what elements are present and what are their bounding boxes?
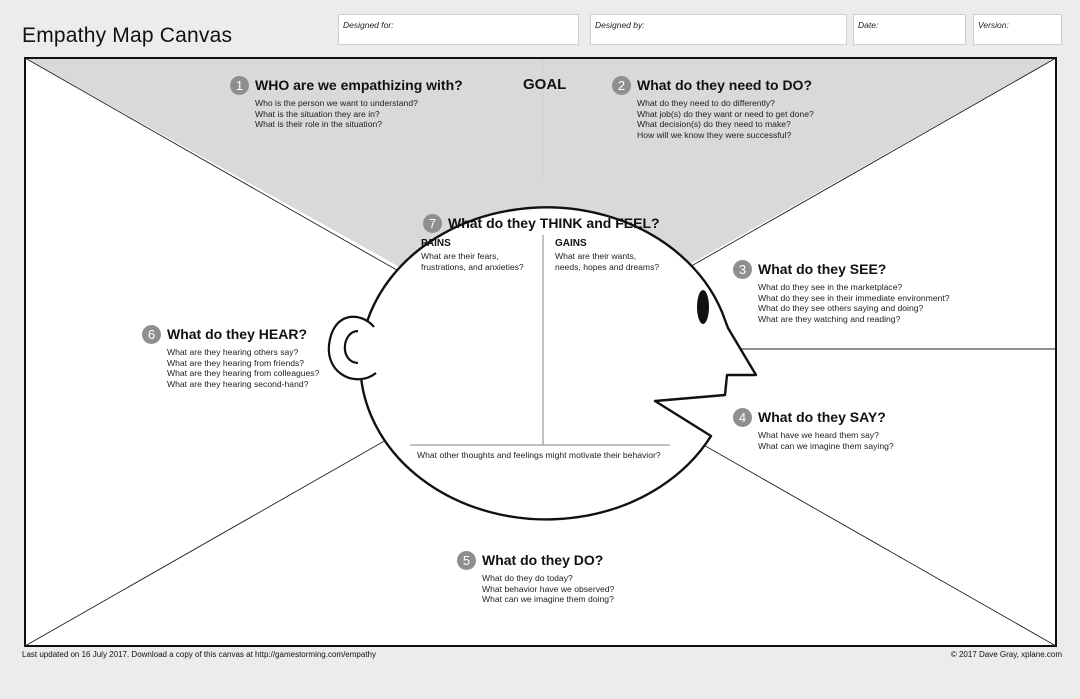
question: What do they see others saying and doing?	[758, 303, 924, 313]
section-number-badge: 6	[142, 325, 161, 344]
question: What have we heard them say?	[758, 430, 879, 440]
question: Who is the person we want to understand?	[255, 98, 418, 108]
section-title: What do they need to DO?	[637, 77, 812, 93]
section-number-badge: 1	[230, 76, 249, 95]
question: What do they need to do differently?	[637, 98, 775, 108]
question: What are they hearing from friends?	[167, 357, 305, 368]
section-title: WHO are we empathizing with?	[255, 77, 463, 93]
pains-block	[421, 238, 524, 272]
pains-label: PAINS	[421, 238, 451, 249]
section-title: What do they THINK and FEEL?	[448, 215, 660, 231]
footer-copyright: © 2017 Dave Gray, xplane.com	[950, 650, 1062, 659]
question: What behavior have we observed?	[482, 583, 615, 594]
page-title: Empathy Map Canvas	[22, 24, 233, 47]
motivation-question: What other thoughts and feelings might motivate their behavior?	[417, 450, 661, 460]
section-number-badge: 2	[612, 76, 631, 95]
section-title: What do they HEAR?	[167, 326, 307, 342]
section-think-feel	[423, 213, 660, 233]
section-number-badge: 4	[733, 408, 752, 427]
section-number-badge: 5	[457, 551, 476, 570]
footer-download-note: Last updated on 16 July 2017. Download a copy of this canvas at http://gamestorming.com/empathy	[22, 650, 376, 659]
goal-label: GOAL	[523, 76, 567, 93]
question: What is their role in the situation?	[255, 119, 383, 129]
question: What job(s) do they want or need to get done?	[637, 108, 814, 119]
gains-block	[555, 238, 659, 272]
section-say	[733, 407, 894, 451]
section-title: What do they DO?	[482, 552, 604, 568]
pains-text-line: frustrations, and anxieties?	[421, 261, 524, 272]
question: What are they hearing second-hand?	[167, 378, 309, 389]
question: What do they see in the marketplace?	[758, 282, 903, 292]
question: What can we imagine them saying?	[758, 440, 894, 451]
question: What can we imagine them doing?	[482, 594, 614, 604]
question: What do they do today?	[482, 573, 573, 583]
section-title: What do they SEE?	[758, 261, 887, 277]
gains-text-line: needs, hopes and dreams?	[555, 261, 660, 272]
section-title: What do they SAY?	[758, 409, 886, 425]
question: What are they hearing others say?	[167, 347, 299, 357]
section-number-badge: 7	[423, 214, 442, 233]
section-do-need	[612, 75, 814, 140]
question: What decision(s) do they need to make?	[637, 119, 791, 129]
version-label: Version:	[978, 20, 1009, 30]
question: What are they hearing from colleagues?	[167, 368, 320, 378]
ear-outer	[329, 317, 376, 379]
date-label: Date:	[858, 20, 879, 30]
question: What are they watching and reading?	[758, 313, 901, 324]
question: What is the situation they are in?	[255, 108, 380, 119]
section-hear	[142, 324, 319, 389]
designed-by-label: Designed by:	[595, 20, 645, 30]
gains-text-line: What are their wants,	[555, 251, 637, 261]
gains-label: GAINS	[555, 238, 587, 249]
section-do	[457, 550, 614, 605]
eye	[697, 290, 709, 324]
section-see	[733, 259, 950, 324]
section-who	[230, 75, 463, 130]
section-number-badge: 3	[733, 260, 752, 279]
question: How will we know they were successful?	[637, 129, 792, 140]
question: What do they see in their immediate environment?	[758, 292, 950, 303]
designed-for-label: Designed for:	[343, 20, 394, 30]
pains-text-line: What are their fears,	[421, 251, 499, 261]
